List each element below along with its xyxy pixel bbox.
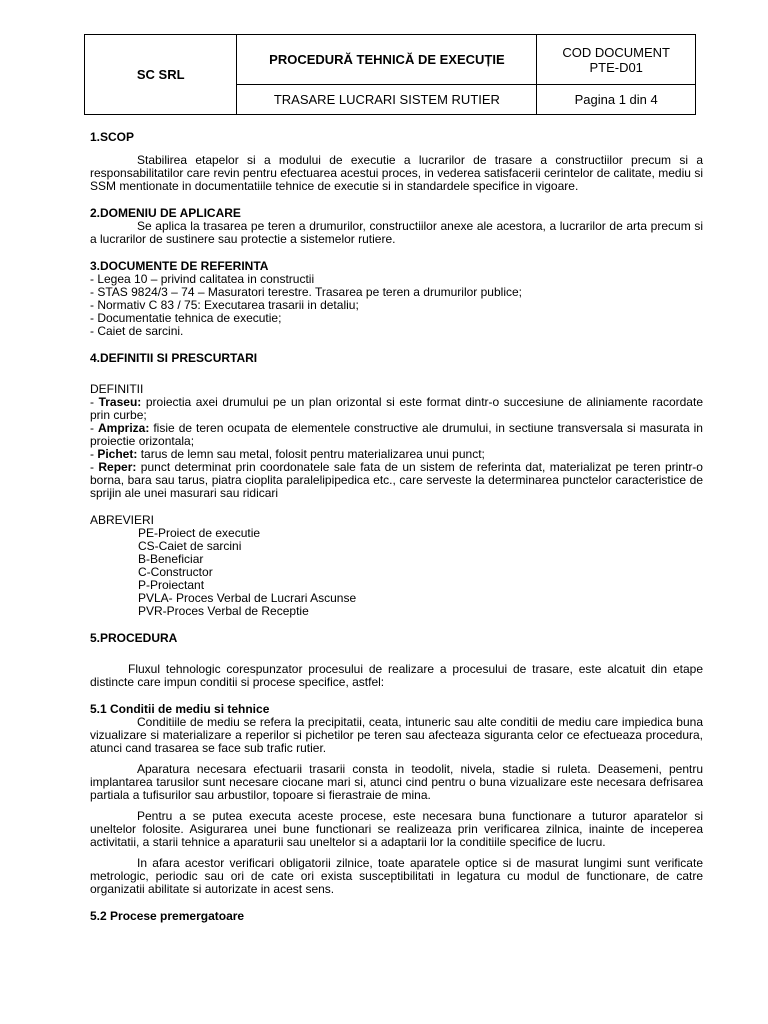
abbreviation-item: C-Constructor — [138, 565, 213, 579]
abbreviation-item: CS-Caiet de sarcini — [138, 539, 242, 553]
abbreviation-item: PVR-Proces Verbal de Receptie — [138, 604, 309, 618]
reference-item: - Documentatie tehnica de executie; — [90, 311, 282, 325]
section-paragraph: Pentru a se putea executa aceste procese, este necesara buna functionare a tuturor aparatelor si uneltelor folosite. Asigurarea unei bune functionari se realizeaza prin verificarea zilnica, inainte de inceperea activitatii, a starii tehnice a aparaturii sau uneltelor si a adaptarii lor la conditiile specifice de lucru. — [90, 809, 703, 849]
document-header-table — [84, 34, 696, 115]
definition-term: Pichet: — [97, 447, 138, 461]
section-heading: 1.SCOP — [90, 130, 135, 144]
subsection-heading: 5.1 Conditii de mediu si tehnice — [90, 702, 270, 716]
section-paragraph: Se aplica la trasarea pe teren a drumurilor, constructiilor anexe ale acestora, a lucrarilor de arta precum si a lucrarilor de sustinere sau protectie a sistemelor rutiere. — [90, 219, 703, 246]
section-paragraph: Stabilirea etapelor si a modului de executie a lucrarilor de trasare a constructiilor precum si a responsabilitatilor care revin pentru efectuarea acestui proces, in vederea satisfacerii cerintelor de calitate, mediu si SSM mentionate in documentatiile tehnice de executie si in standardele specifice in vigoare. — [90, 153, 703, 193]
definition-term: Traseu: — [98, 395, 142, 409]
document-body — [90, 131, 703, 923]
document-code-cell — [537, 35, 696, 85]
section-heading: 3.DOCUMENTE DE REFERINTA — [90, 259, 269, 273]
abbreviation-item: B-Beneficiar — [138, 552, 204, 566]
abbreviations-label: ABREVIERI — [90, 513, 155, 527]
abbreviation-item: P-Proiectant — [138, 578, 205, 592]
section-heading: 5.PROCEDURA — [90, 631, 178, 645]
section-paragraph: In afara acestor verificari obligatorii zilnice, toate aparatele optice si de masurat lungimi sunt verificate metrologic, periodic sau ori de cate ori exista susceptibilitati in legatura cu modul de functionare, de catre organizatii abilitate si autorizate in acest sens. — [90, 856, 703, 896]
subsection-heading: 5.2 Procese premergatoare — [90, 909, 245, 923]
definition-term: Ampriza: — [98, 421, 150, 435]
definition-term: Reper: — [98, 460, 137, 474]
company-name: SC SRL — [85, 35, 237, 115]
definition-item: - Ampriza: fisie de teren ocupata de elementele constructive ale drumului, in sectiune transversala si masurata in proiectie orizontala; — [90, 421, 703, 448]
document-code-label: COD DOCUMENT — [562, 44, 670, 60]
reference-item: - Caiet de sarcini. — [90, 324, 184, 338]
abbreviation-item: PVLA- Proces Verbal de Lucrari Ascunse — [138, 591, 357, 605]
abbreviation-item: PE-Proiect de executie — [138, 526, 261, 540]
section-paragraph: Fluxul tehnologic corespunzator procesului de realizare a procesului de trasare, este alcatuit din etape distincte care impun conditii si procese specifice, astfel: — [90, 662, 703, 689]
section-paragraph: Aparatura necesara efectuarii trasarii consta in teodolit, nivela, stadie si ruleta. Deasemeni, pentru implantarea tarusilor sunt necesare ciocane mari si, atunci cind pentru o buna vizualizare este necesara defrisarea partiala a tufisurilor sau arbustilor, topoare si fierastraie de mina. — [90, 762, 703, 802]
procedure-subtitle: TRASARE LUCRARI SISTEM RUTIER — [237, 85, 537, 115]
document-code-value: PTE-D01 — [589, 59, 643, 75]
reference-item: - STAS 9824/3 – 74 – Masuratori terestre. Trasarea pe teren a drumurilor publice; — [90, 285, 522, 299]
section-heading: 2.DOMENIU DE APLICARE — [90, 206, 241, 220]
definition-item: - Reper: punct determinat prin coordonatele sale fata de un sistem de referinta dat, materializat pe teren printr-o borna, bara sau tarus, piatra cioplita paralelipipedica etc., care serveste la determinarea punctelor caracteristice de sprijin ale unei masurari sau ridicari — [90, 460, 703, 500]
section-paragraph: Conditiile de mediu se refera la precipitatii, ceata, intuneric sau alte conditii de mediu care impiedica buna vizualizare si materializare a reperilor si pichetilor pe teren sau afecteaza siguranta celor ce efectueaza procedura, atunci cand trasarea se face sub trafic rutier. — [90, 715, 703, 755]
definitions-label: DEFINITII — [90, 382, 144, 396]
reference-item: - Legea 10 – privind calitatea in constructii — [90, 272, 315, 286]
section-heading: 4.DEFINITII SI PRESCURTARI — [90, 351, 258, 365]
definition-item: - Pichet: tarus de lemn sau metal, folosit pentru materializarea unui punct; — [90, 447, 485, 461]
reference-item: - Normativ C 83 / 75: Executarea trasarii in detaliu; — [90, 298, 359, 312]
procedure-title: PROCEDURĂ TEHNICĂ DE EXECUȚIE — [237, 35, 537, 85]
definition-item: - Traseu: proiectia axei drumului pe un plan orizontal si este format dintr-o succesiune de aliniamente racordate prin curbe; — [90, 395, 703, 422]
page-number: Pagina 1 din 4 — [537, 85, 696, 115]
